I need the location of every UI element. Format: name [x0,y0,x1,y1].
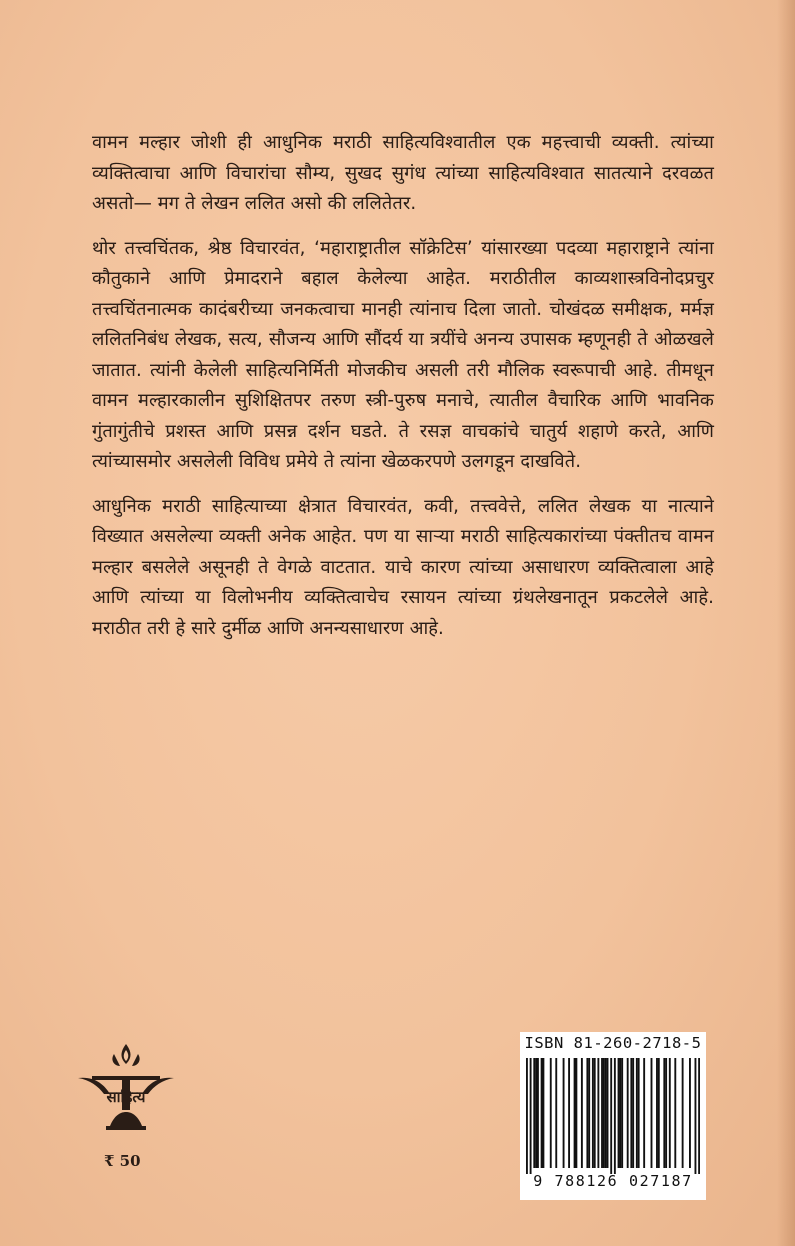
barcode-bar [619,1058,621,1168]
barcode-bar [636,1058,638,1168]
barcode-bar [621,1058,623,1168]
page-edge-shadow [777,0,795,1246]
barcode-bar [542,1058,544,1168]
barcode-bar [656,1058,658,1168]
blurb-paragraph-2: थोर तत्त्वचिंतक, श्रेष्ठ विचारवंत, ‘महाराष्ट्रातील सॉक्रेटिस’ यांसारख्या पदव्या महाराष्ट्राने त्यांना कौतुकाने आणि प्रेमादराने बहाल केलेल्या आहेत. मराठीतील काव्यशास्त्रविनोदप्रचुर तत्त्वचिंतनात्मक कादंबरीच्या जनकत्वाचा मानही त्यांनाच दिला जातो. चोखंदळ समीक्षक, मर्मज्ञ ललितनिबंध लेखक, सत्य, सौजन्य आणि सौंदर्य या त्रयींचे अनन्य उपासक म्हणूनही ते ओळखले जातात. त्यांनी केलेली साहित्यनिर्मिती मोजकीच असली तरी मौलिक स्वरूपाची आहे. तीमधून वामन मल्हारकालीन सुशिक्षितपर तरुण स्त्री-पुरुष मनाचे, त्यातील वैचारिक आणि भावनिक गुंतागुंतीचे प्रशस्त आणि प्रसन्न दर्शन घडते. ते रसज्ञ वाचकांचे चातुर्य शहाणे करते, आणि त्यांच्यासमोर असलेली विविध प्रमेये ते त्यांना खेळकरपणे उलगडून दाखविते. [92,237,714,472]
barcode-bar [618,1058,620,1168]
barcode-bar [610,1058,612,1174]
barcode-bar [627,1058,629,1168]
publisher-logo [76,1040,176,1140]
barcode-bar [597,1058,599,1168]
barcode-bar [601,1058,603,1168]
barcode-bar [550,1058,552,1168]
barcode-bar [665,1058,667,1168]
blurb-paragraph-1: वामन मल्हार जोशी ही आधुनिक मराठी साहित्यविश्वातील एक महत्त्वाची व्यक्ती. त्यांच्या व्यक्तित्वाचा आणि विचारांचा सौम्य, सुखद सुगंध त्यांच्या साहित्यविश्वात सातत्याने दरवळत असतो— मग ते लेखन ललित असो की ललितेतर. [92,132,714,214]
price-label: ₹ 50 [104,1152,141,1170]
barcode-bar [586,1058,588,1168]
barcode-bar [682,1058,684,1168]
barcode-bar [632,1058,634,1168]
barcode-bar [695,1058,697,1174]
barcode-bar [651,1058,653,1168]
barcode-bar [605,1058,607,1168]
barcode-icon [526,1058,700,1174]
barcode-bar [669,1058,671,1168]
barcode-bar [663,1058,665,1168]
isbn-label: ISBN 81-260-2718-5 [524,1034,702,1052]
barcode-bar [643,1058,645,1168]
barcode-bar [555,1058,557,1168]
back-cover-blurb [92,128,714,658]
barcode-bar [568,1058,570,1168]
barcode-bar [630,1058,632,1168]
barcode-bar [658,1058,660,1168]
barcode-bar [574,1058,576,1168]
barcode-bar [594,1058,596,1168]
barcode-bar [607,1058,609,1168]
barcode-bar [614,1058,616,1174]
barcode-bar [575,1058,577,1168]
barcode-number: 9 788126 027187 [533,1172,693,1190]
lamp-logo-icon [76,1040,176,1140]
barcode-bar [581,1058,583,1168]
barcode-bar [530,1058,532,1174]
barcode-bar [588,1058,590,1168]
barcode-bar [526,1058,528,1174]
barcode-bar [537,1058,539,1168]
barcode-bar [533,1058,535,1168]
barcode-bar [603,1058,605,1168]
barcode-bar [592,1058,594,1168]
barcode-bar [563,1058,565,1168]
logo-text: साहित्य [106,1088,146,1106]
blurb-paragraph-3: आधुनिक मराठी साहित्याच्या क्षेत्रात विचारवंत, कवी, तत्त्ववेत्ते, ललित लेखक या नात्याने विख्यात असलेल्या व्यक्ती अनेक आहेत. पण या साऱ्या मराठी साहित्यकारांच्या पंक्तीतच वामन मल्हार बसलेले असूनही ते वेगळे वाटतात. याचे कारण त्यांच्या असाधारण व्यक्तित्वाला आहे आणि त्यांच्या या विलोभनीय व्यक्तित्वाचेच रसायन त्यांच्या ग्रंथलेखनातून प्रकटलेले आहे. मराठीत तरी हे सारे दुर्मीळ आणि अनन्यसाधारण आहे. [92,495,714,639]
barcode-panel [520,1032,706,1200]
barcode-bar [698,1058,700,1174]
barcode-bar [541,1058,543,1168]
barcode-bar [638,1058,640,1168]
barcode-bar [535,1058,537,1168]
barcode-bar [689,1058,691,1168]
barcode-bar [674,1058,676,1168]
